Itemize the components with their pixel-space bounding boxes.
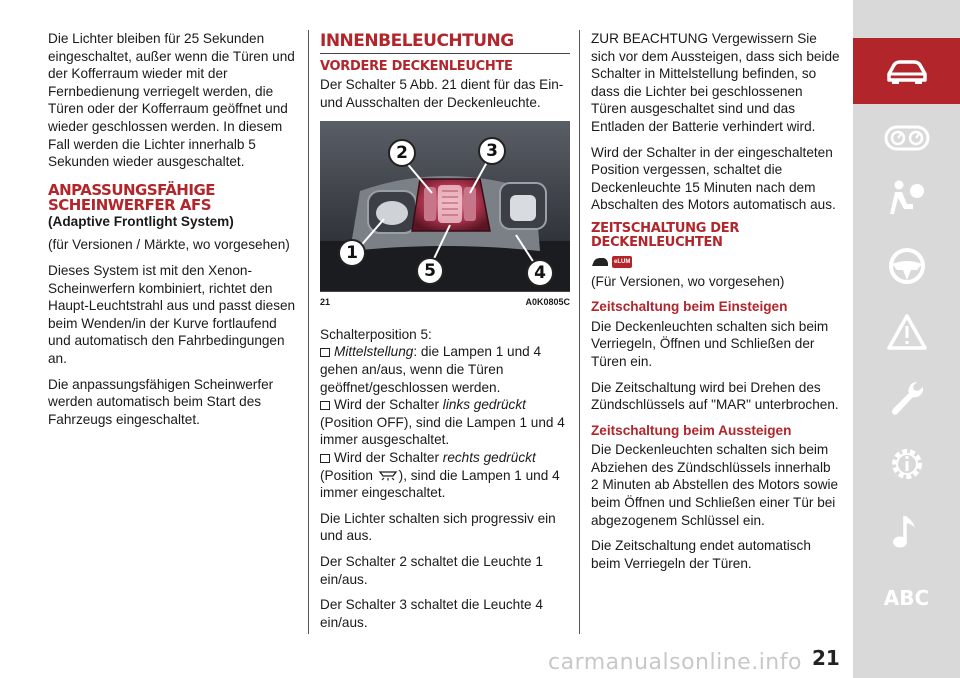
airbag-passenger-icon bbox=[887, 178, 927, 218]
bullet-right bbox=[320, 449, 570, 502]
watermark: carmanualsonline.info bbox=[548, 650, 802, 675]
elum-badge: eLUM bbox=[612, 256, 632, 268]
sidebar-item-car[interactable] bbox=[853, 41, 960, 101]
paragraph-aussteigen-1: Die Deckenleuchten schalten sich beim Abziehen des Zündschlüssels innerhalb 2 Minuten ab Abstellen des Motors sowie beim Öffnen und Schließen einer Tür bei abgezogenem Schlüssel ein. bbox=[591, 442, 839, 528]
callout-4: 4 bbox=[526, 259, 554, 287]
bullet-square-icon bbox=[320, 401, 330, 410]
elum-indicator bbox=[591, 256, 632, 268]
column-divider-1 bbox=[308, 30, 309, 634]
bullet-left-pre: Wird der Schalter bbox=[334, 397, 443, 413]
bullet-right-position: (Position bbox=[320, 467, 377, 483]
sidebar-item-dashboard[interactable] bbox=[853, 108, 960, 168]
sidebar-item-driving[interactable] bbox=[853, 236, 960, 296]
paragraph-15-minutes: Wird der Schalter in der eingeschalteten Position vergessen, schaltet die Deckenleuchte 15 Minuten nach dem Abschalten des Motors automatisch aus. bbox=[591, 144, 836, 213]
car-icon bbox=[884, 56, 930, 86]
bullet-middle bbox=[320, 343, 570, 396]
paragraph-aussteigen-2: Die Zeitschaltung endet automatisch beim Verriegeln der Türen. bbox=[591, 538, 811, 571]
column-divider-2 bbox=[579, 30, 580, 634]
paragraph-versions: (für Versionen / Märkte, wo vorgesehen) bbox=[48, 237, 290, 253]
paragraph-einsteigen-1: Die Deckenleuchten schalten sich beim Verriegeln, Öffnen und Schließen der Türen ein. bbox=[591, 318, 829, 369]
paragraph-light-duration: Die Lichter bleiben für 25 Sekunden eingeschaltet, außer wenn die Türen und der Kofferraum wieder mit der Fernbedienung verriegelt werden, die Türen oder der Kofferraum geöffnet und wieder geschlossen werden. In diesem Fall werden die Lichter innerhalb 5 Sekunden wieder ausgeschaltet. bbox=[48, 31, 295, 170]
bullet-right-text: ), sind die Lampen 1 und 4 immer eingeschaltet. bbox=[320, 467, 560, 501]
index-abc-label: ABC bbox=[883, 586, 930, 610]
paragraph-switch-position: Schalterposition 5: bbox=[320, 326, 432, 342]
paragraph-einsteigen-2: Die Zeitschaltung wird bei Drehen des Zündschlüssels auf "MAR" unterbrochen. bbox=[591, 379, 839, 413]
sidebar-item-warnings[interactable] bbox=[853, 302, 960, 362]
paragraph-switch-2: Der Schalter 2 schaltet die Leuchte 1 ein/aus. bbox=[320, 553, 543, 587]
figure-ceiling-light bbox=[320, 121, 570, 291]
sidebar-item-safety[interactable] bbox=[853, 168, 960, 228]
subheading-deckenleuchte: VORDERE DECKENLEUCHTE bbox=[320, 59, 513, 74]
bullet-right-pre: Wird der Schalter bbox=[334, 449, 443, 465]
sidebar-item-service[interactable] bbox=[853, 368, 960, 428]
heading-innenbeleuchtung: INNENBELEUCHTUNG bbox=[320, 31, 514, 51]
heading-afs: ANPASSUNGSFÄHIGE SCHEINWERFER AFS bbox=[48, 180, 215, 214]
column-3 bbox=[591, 30, 841, 580]
paragraph-progressive: Die Lichter schalten sich progressiv ein und aus. bbox=[320, 510, 556, 544]
wrench-icon bbox=[887, 378, 927, 418]
subheading-einsteigen: Zeitschaltung beim Einsteigen bbox=[591, 299, 788, 315]
music-note-icon bbox=[889, 512, 925, 552]
figure-number: 21 bbox=[320, 297, 331, 308]
ceiling-lamp-icon bbox=[377, 469, 399, 481]
callout-3: 3 bbox=[478, 137, 506, 165]
car-silhouette-icon bbox=[591, 256, 609, 268]
page-number: 21 bbox=[812, 646, 840, 670]
paragraph-switch-3: Der Schalter 3 schaltet die Leuchte 4 ein/aus. bbox=[320, 597, 543, 630]
sidebar-item-technical[interactable] bbox=[853, 434, 960, 494]
sidebar-item-index[interactable] bbox=[853, 568, 960, 628]
gear-info-icon bbox=[886, 443, 928, 485]
bullet-square-icon bbox=[320, 454, 330, 463]
bullet-left-text: (Position OFF), sind die Lampen 1 und 4 immer ausgeschaltet. bbox=[320, 414, 565, 448]
callout-1: 1 bbox=[338, 239, 366, 267]
bullet-middle-text: : die Lampen 1 und 4 gehen an/aus, wenn die Türen geöffnet/geschlossen werden. bbox=[320, 344, 542, 395]
paragraph-switch-5: Der Schalter 5 Abb. 21 dient für das Ein- und Ausschalten der Deckenleuchte. bbox=[320, 77, 564, 110]
bullet-square-icon bbox=[320, 348, 330, 357]
subheading-afs: (Adaptive Frontlight System) bbox=[48, 213, 234, 229]
paragraph-xenon: Dieses System ist mit den Xenon-Scheinwerfern kombiniert, richtet den Haupt-Leuchtstrahl aus und passt diesen beim Wenden/in der Kurve fortlaufend und automatisch den Fahrbedingungen an. bbox=[48, 262, 296, 366]
sidebar-item-multimedia[interactable] bbox=[853, 502, 960, 562]
callout-5: 5 bbox=[416, 257, 444, 285]
paragraph-versions-3: (Für Versionen, wo vorgesehen) bbox=[591, 273, 785, 289]
column-1 bbox=[48, 30, 298, 436]
subheading-aussteigen: Zeitschaltung beim Aussteigen bbox=[591, 422, 792, 438]
bullet-left bbox=[320, 396, 570, 449]
figure-caption bbox=[320, 291, 570, 312]
paragraph-note: ZUR BEACHTUNG Vergewissern Sie sich vor dem Aussteigen, dass sich beide Schalter in Mittelstellung befinden, so dass die Lichter bei geschlossenen Türen ausgeschaltet sind und das Entladen der Batterie verhindert wird. bbox=[591, 31, 840, 134]
paragraph-afs-auto: Die anpassungsfähigen Scheinwerfer werden automatisch beim Start des Fahrzeugs eingeschaltet. bbox=[48, 376, 274, 427]
bullet-right-label: rechts gedrückt bbox=[442, 449, 536, 465]
heading-zeitschaltung: ZEITSCHALTUNG DER DECKENLEUCHTEN bbox=[591, 220, 740, 250]
column-2 bbox=[320, 30, 570, 639]
dashboard-gauges-icon bbox=[884, 125, 930, 151]
heading-rule bbox=[320, 53, 570, 54]
figure-code: A0K0805C bbox=[525, 297, 570, 308]
steering-wheel-icon bbox=[887, 246, 927, 286]
bullet-left-label: links gedrückt bbox=[442, 397, 526, 413]
bullet-middle-label: Mittelstellung bbox=[334, 344, 414, 360]
callout-2: 2 bbox=[388, 139, 416, 167]
warning-triangle-icon bbox=[886, 313, 928, 351]
